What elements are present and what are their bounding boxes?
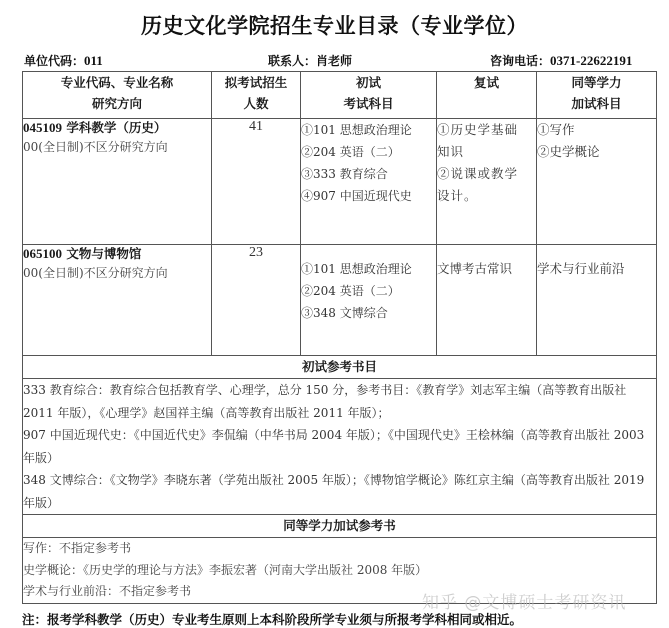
retest-cell (437, 119, 537, 245)
subject-item: ④907 中国近现代史 (301, 189, 412, 203)
watermark: 知乎 @文博硕士考研资讯 (422, 593, 627, 613)
header-text: 加试科目 (571, 96, 622, 111)
subject-item: ①101 思想政治理论 (301, 123, 412, 137)
subject-item: ③348 文博综合 (301, 306, 388, 320)
retest-text: 设计。 (437, 188, 478, 203)
reference-item: 史学概论：《历史学的理论与方法》李振宏著（河南大学出版社 2008 年版） (23, 562, 428, 577)
subject-item: ②204 英语（二） (301, 284, 400, 298)
retest-cell (437, 245, 537, 356)
quota-value: 23 (212, 245, 301, 356)
table-row (23, 245, 657, 356)
reference-item: 学术与行业前沿：不指定参考书 (23, 584, 192, 598)
catalog-table (22, 71, 657, 604)
major-title (23, 245, 211, 263)
phone-label: 咨询电话： (490, 54, 551, 68)
retest-text: ②说课或教学 (437, 166, 519, 181)
reference-item: 348 文博综合：《文物学》李晓东著（学苑出版社 2005 年版）；《博物馆学概论》陈红京主编（高等教育出版社 2019 年版） (23, 473, 645, 510)
extra-subjects-cell (537, 119, 657, 245)
retest-text: ①历史学基础 (437, 122, 519, 137)
research-direction: 00(全日制)不区分研究方向 (23, 140, 168, 154)
subject-item: ②204 英语（二） (301, 145, 400, 159)
contact-label: 联系人： (268, 54, 317, 68)
header-extra-subjects (537, 72, 657, 119)
major-cell (23, 119, 212, 245)
reference-item: 907 中国近现代史：《中国近代史》李侃编（中华书局 2004 年版）；《中国现代史》王桧林编（高等教育出版社 2003 年版） (23, 428, 645, 465)
header-retest (437, 72, 537, 119)
subject-item: ③333 教育综合 (301, 167, 388, 181)
extra-subjects-cell (537, 245, 657, 356)
prelim-refs-title: 初试参考书目 (23, 356, 657, 379)
quota-value: 41 (212, 119, 301, 245)
unit-code-value: 011 (84, 53, 103, 68)
header-text: 拟考试招生 (224, 75, 288, 90)
section-header-row (23, 356, 657, 379)
footnote: 注：报考学科教学（历史）专业考生原则上本科阶段所学专业须与所报考学科相同或相近。 (22, 612, 523, 627)
reference-item: 写作：不指定参考书 (23, 541, 132, 555)
prelim-refs-cell (23, 379, 657, 515)
phone-value: 0371-22622191 (550, 53, 633, 68)
header-text: 人数 (243, 96, 269, 111)
header-text: 专业代码、专业名称 (60, 75, 174, 90)
prelim-subjects-cell (301, 245, 437, 356)
header-text: 考试科目 (343, 96, 394, 111)
header-text: 复试 (473, 75, 499, 90)
major-name: 文物与博物馆 (66, 246, 142, 261)
table-row (23, 119, 657, 245)
extra-refs-title: 同等学力加试参考书 (23, 515, 657, 538)
research-direction: 00(全日制)不区分研究方向 (23, 266, 168, 280)
header-quota (212, 72, 301, 119)
major-name: 学科教学（历史） (66, 120, 167, 135)
subject-item: ①101 思想政治理论 (301, 262, 412, 276)
major-title (23, 119, 211, 137)
major-code: 065100 (23, 246, 62, 261)
extra-subject-item: ①写作 (537, 122, 575, 137)
header-row (23, 72, 657, 119)
prelim-subjects-cell (301, 119, 437, 245)
extra-subject-item: ②史学概论 (537, 144, 600, 159)
header-prelim-subjects (301, 72, 437, 119)
unit-code (24, 52, 103, 69)
header-text: 初试 (355, 75, 381, 90)
contact-value: 肖老师 (316, 54, 353, 68)
major-code: 045109 (23, 120, 62, 135)
reference-item: 333 教育综合：教育综合包括教育学、心理学，总分 150 分，参考书目：《教育学》刘志军主编（高等教育出版社 2011 年版），《心理学》赵国祥主编（高等教育出版社 2011 年版）； (23, 383, 627, 420)
contact (268, 52, 352, 69)
retest-text: 文博考古常识 (437, 261, 513, 276)
prelim-refs-row (23, 379, 657, 515)
section-header-row (23, 515, 657, 538)
retest-text: 知识 (437, 144, 465, 159)
extra-subject-item: 学术与行业前沿 (537, 261, 625, 276)
page-title: 历史文化学院招生专业目录（专业学位） (141, 14, 528, 38)
unit-code-label: 单位代码： (24, 54, 85, 68)
phone (490, 52, 632, 69)
major-cell (23, 245, 212, 356)
header-major (23, 72, 212, 119)
header-text: 研究方向 (91, 96, 142, 111)
header-text: 同等学力 (571, 75, 622, 90)
